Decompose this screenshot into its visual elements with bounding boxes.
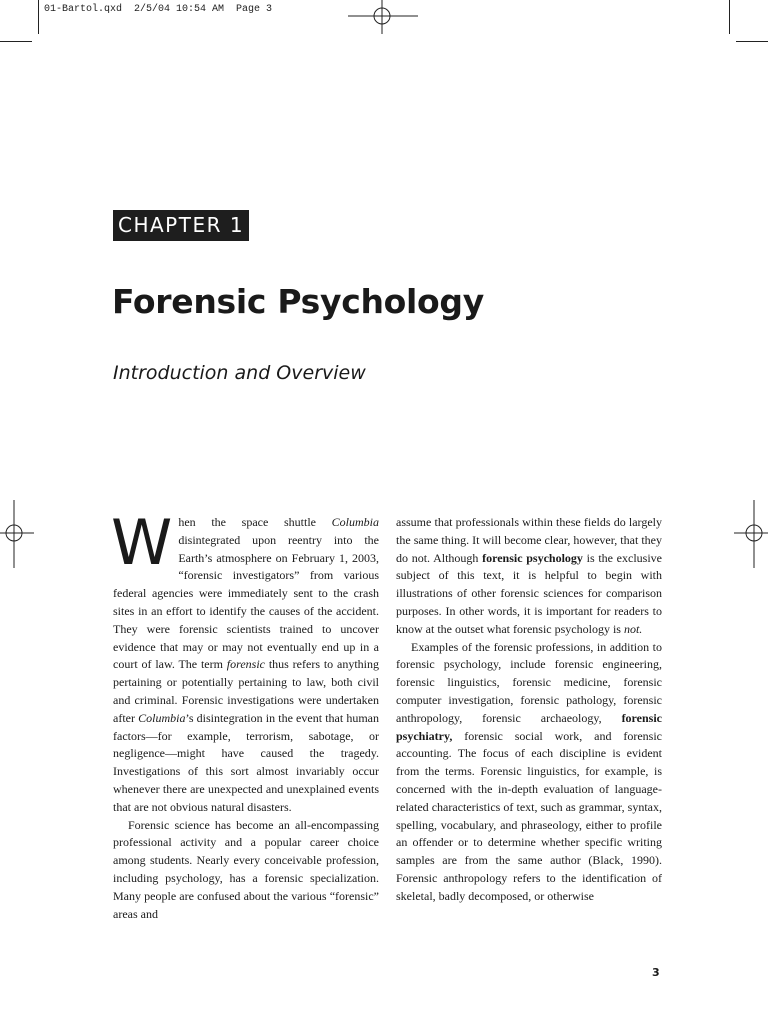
text-run: ’s disintegration in the event that human factors—for example, terrorism, sabotage, or negligence—might have caused the tragedy. Investigations of this sort almost invariably occur whenever there are unexpected and unexplained events that are not obvious natural disasters. bbox=[113, 710, 379, 814]
italic-run: Columbia bbox=[331, 515, 379, 529]
crop-mark-top-right-horizontal bbox=[736, 41, 768, 42]
chapter-label: CHAPTER 1 bbox=[113, 210, 249, 241]
page-subtitle: Introduction and Overview bbox=[113, 362, 366, 384]
crop-mark-top-left-vertical bbox=[38, 0, 39, 34]
crop-mark-top-right-vertical bbox=[729, 0, 730, 34]
page-number: 3 bbox=[652, 966, 660, 979]
page-title: Forensic Psychology bbox=[112, 282, 484, 321]
crop-mark-top-left-horizontal bbox=[0, 41, 32, 42]
italic-run: not. bbox=[623, 621, 643, 636]
paragraph: Forensic science has become an all-encompassing professional activity and a popular career choice among students. Nearly every conceivable profession, including psychology, has a forensic specialization. Many people are confused about the various “forensic” areas and bbox=[113, 817, 379, 921]
italic-run: Columbia bbox=[138, 710, 186, 725]
bold-term: forensic psychology bbox=[482, 550, 583, 565]
drop-cap: W bbox=[111, 506, 173, 579]
left-text-column bbox=[111, 506, 379, 923]
registration-mark-left-icon bbox=[0, 500, 34, 568]
text-run: Examples of the forensic professions, in addition to forensic psychology, include forensic engineering, forensic linguistics, forensic medicine, forensic computer investigation, forensic pathology, forensic anthropology, forensic archaeology, bbox=[396, 639, 662, 725]
text-run: is the exclusive subject of this text, it is helpful to begin with illustrations of other forensic sciences for comparison purposes. In other words, it is important for readers to know at the outset what forensic psychology is bbox=[396, 550, 662, 636]
text-run: assume that professionals within these fields do largely the same thing. It will become clear, however, that they do not. Although bbox=[396, 515, 662, 565]
registration-mark-right-icon bbox=[734, 500, 768, 568]
paragraph bbox=[396, 514, 662, 639]
text-run: forensic social work, and forensic accounting. The focus of each discipline is evident from the terms. Forensic linguistics, for example, is concerned with the in-depth evaluation of language-related characteristics of text, such as grammar, syntax, spelling, vocabulary, and phraseology, either to profile an offender or to determine whether specific writing samples are from the same author (Black, 1990). Forensic anthropology refers to the identification of skeletal, badly decomposed, or otherwise bbox=[396, 728, 662, 903]
text-run: thus refers to anything pertaining or potentially pertaining to law, both civil and criminal. Forensic investigations were undertaken after bbox=[113, 657, 379, 725]
italic-run: forensic bbox=[226, 657, 266, 672]
bold-term: forensic psychiatry, bbox=[396, 710, 662, 743]
paragraph bbox=[396, 639, 662, 906]
paragraph bbox=[111, 506, 379, 817]
right-text-column bbox=[396, 514, 662, 906]
registration-mark-top-icon bbox=[348, 0, 418, 34]
text-run: disintegrated upon reentry into the Earth’s atmosphere on February 1, 2003, “forensic investigators” from various federal agencies were immediately sent to the crash sites in an effort to identify the causes of the accident. They were forensic scientists trained to uncover evidence that may or may not eventually end up in a court of law. The term bbox=[113, 532, 379, 672]
print-slug-line: 01-Bartol.qxd 2/5/04 10:54 AM Page 3 bbox=[44, 4, 273, 15]
text-run: hen the space shuttle bbox=[178, 515, 332, 529]
